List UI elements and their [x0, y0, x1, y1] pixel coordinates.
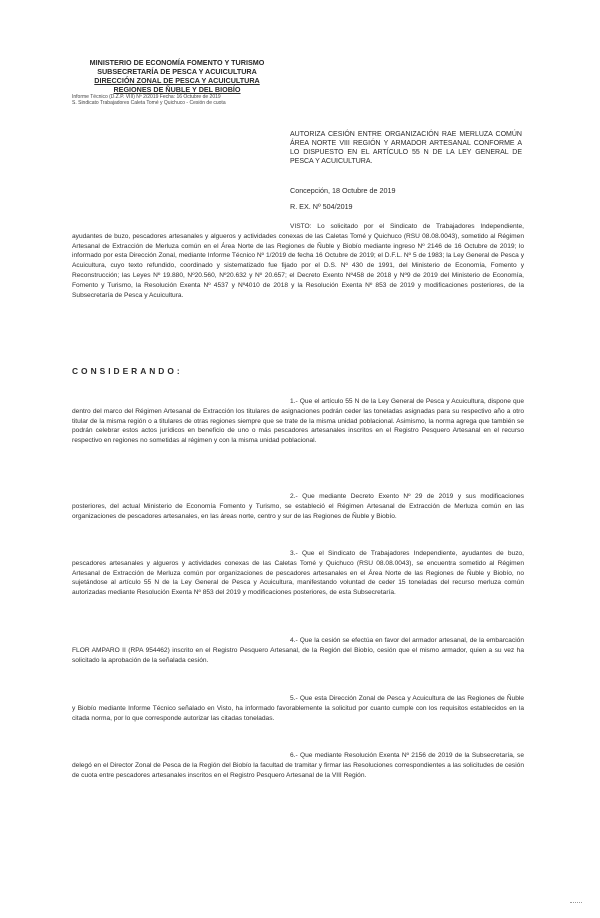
page-corner-mark: [570, 902, 582, 908]
resolution-date: Concepción, 18 Octubre de 2019: [290, 186, 396, 195]
considerando-3: 3.- Que el Sindicato de Trabajadores Independiente, ayudantes de buzo, pescadores artesanales y algueros y actividades conexas de las Caletas Tomé y Quichuco (RSU 08.08.0043), se encuentra sometido al Régimen Artesanal de Extracción de Merluza común por organizaciones de pescadores artesanales en el Área Norte de las Regiones de Ñuble y Biobío, no sujetándose al artículo 55 N de la Ley General de Pesca y Acuicultura, manifestando voluntad de ceder 15 toneladas del recurso merluza común autorizadas mediante Resolución Exenta Nº 853 del 2019 y modificaciones posteriores, de esta Subsecretaría.: [72, 550, 524, 597]
visto-paragraph: VISTO: Lo solicitado por el Sindicato de Trabajadores Independiente, ayudantes de buzo, pescadores artesanales y algueros y actividades conexas de las Caletas Tomé y Quichuco (RSU 08.08.0043), sometido al Régimen Artesanal de Extracción de Merluza común en el Área Norte de las Regiones de Ñuble y Biobío mediante ingreso Nº 2146 de 16 Octubre de 2019; lo informado por esta Dirección Zonal, mediante Informe Técnico Nº 1/2019 de fecha 16 Octubre de 2019; el D.F.L. Nº 5 de 1983; la Ley General de Pesca y Acuicultura, cuyo texto refundido, coordinado y sistematizado fue fijado por el D.S. Nº 430 de 1991, del Ministerio de Economía, Fomento y Reconstrucción; las Leyes Nº 19.880, Nº20.560, Nº20.632 y Nº 20.657; el Decreto Exento Nº458 de 2018 y Nº9 de 2019 del Ministerio de Economía, Fomento y Turismo, la Resolución Exenta Nº 4537 y Nº4010 de 2018 y la Resolución Exenta Nº 853 de 2019 y modificaciones posteriores, de la Subsecretaría de Pesca y Acuicultura.: [72, 223, 524, 299]
subsecretaria-line: SUBSECRETARÍA DE PESCA Y ACUICULTURA: [97, 67, 257, 76]
considerando-6: 6.- Que mediante Resolución Exenta Nº 2156 de 2019 de la Subsecretaría, se delegó en el Director Zonal de Pesca de la Región del Biobío la facultad de tramitar y firmar las Resoluciones correspondientes a las solicitudes de cesión de cuota entre pescadores artesanales inscritos en el Registro Pesquero Artesanal de la VIII Región.: [72, 752, 524, 779]
considerando-4: 4.- Que la cesión se efectúa en favor del armador artesanal, de la embarcación FLOR AMPARO II (RPA 954462) inscrito en el Registro Pesquero Artesanal, de la Región del Biobío, cesión que el mismo armador, quien a su vez ha solicitado la aprobación de la señalada cesión.: [72, 637, 524, 664]
direccion-zonal-line: DIRECCIÓN ZONAL DE PESCA Y ACUICULTURA: [94, 76, 260, 85]
considerando-5: 5.- Que esta Dirección Zonal de Pesca y Acuicultura de las Regiones de Ñuble y Biobío mediante Informe Técnico señalado en Visto, ha informado favorablemente la solicitud por cuanto cumple con los requisitos establecidos en la citada norma, por lo que corresponde autorizar las citadas toneladas.: [72, 695, 524, 722]
considerando-2: 2.- Que mediante Decreto Exento Nº 29 de 2019 y sus modificaciones posteriores, del actual Ministerio de Economía Fomento y Turismo, se estableció el Régimen Artesanal de Extracción de Merluza común en las organizaciones de pescadores artesanales, en las áreas norte, centro y sur de las Regiones de Ñuble y Biobío.: [72, 493, 524, 520]
resolution-number: R. EX. Nº 504/2019: [290, 202, 353, 211]
considerando-heading: CONSIDERANDO:: [72, 366, 183, 376]
regiones-line: REGIONES DE ÑUBLE Y DEL BIOBÍO: [113, 85, 241, 94]
ministry-line: MINISTERIO DE ECONOMÍA FOMENTO Y TURISMO: [89, 58, 265, 67]
resolution-subject: AUTORIZA CESIÓN ENTRE ORGANIZACIÓN RAE MERLUZA COMÚN ÁREA NORTE VIII REGIÓN Y ARMADOR ARTESANAL CONFORME A LO DISPUESTO EN EL ARTÍCULO 55 N DE LA LEY GENERAL DE PESCA Y ACUICULTURA.: [290, 131, 522, 165]
reference-line-2: S. Sindicato Trabajadores Caleta Tomé y Quichuco - Cesión de cuota: [72, 100, 226, 107]
considerando-1: 1.- Que el artículo 55 N de la Ley General de Pesca y Acuicultura, dispone que dentro del marco del Régimen Artesanal de Extracción los titulares de asignaciones podrán ceder las toneladas asignadas para su respectivo año a otro titular de la misma región o a titulares de otras regiones siempre que se trate de la misma unidad poblacional. Asimismo, la norma agrega que también se podrán celebrar estos actos jurídicos en beneficio de uno o más pescadores artesanales inscritos en el Registro Pesquero Artesanal en el recurso respectivo en regiones no sometidas al régimen y con la misma unidad poblacional.: [72, 398, 524, 445]
letterhead: [72, 58, 282, 107]
reference-line-1: Informe Técnico (D.Z.P. VIII) Nº 2/2019 Fecha: 16 Octubre de 2019: [72, 94, 221, 100]
